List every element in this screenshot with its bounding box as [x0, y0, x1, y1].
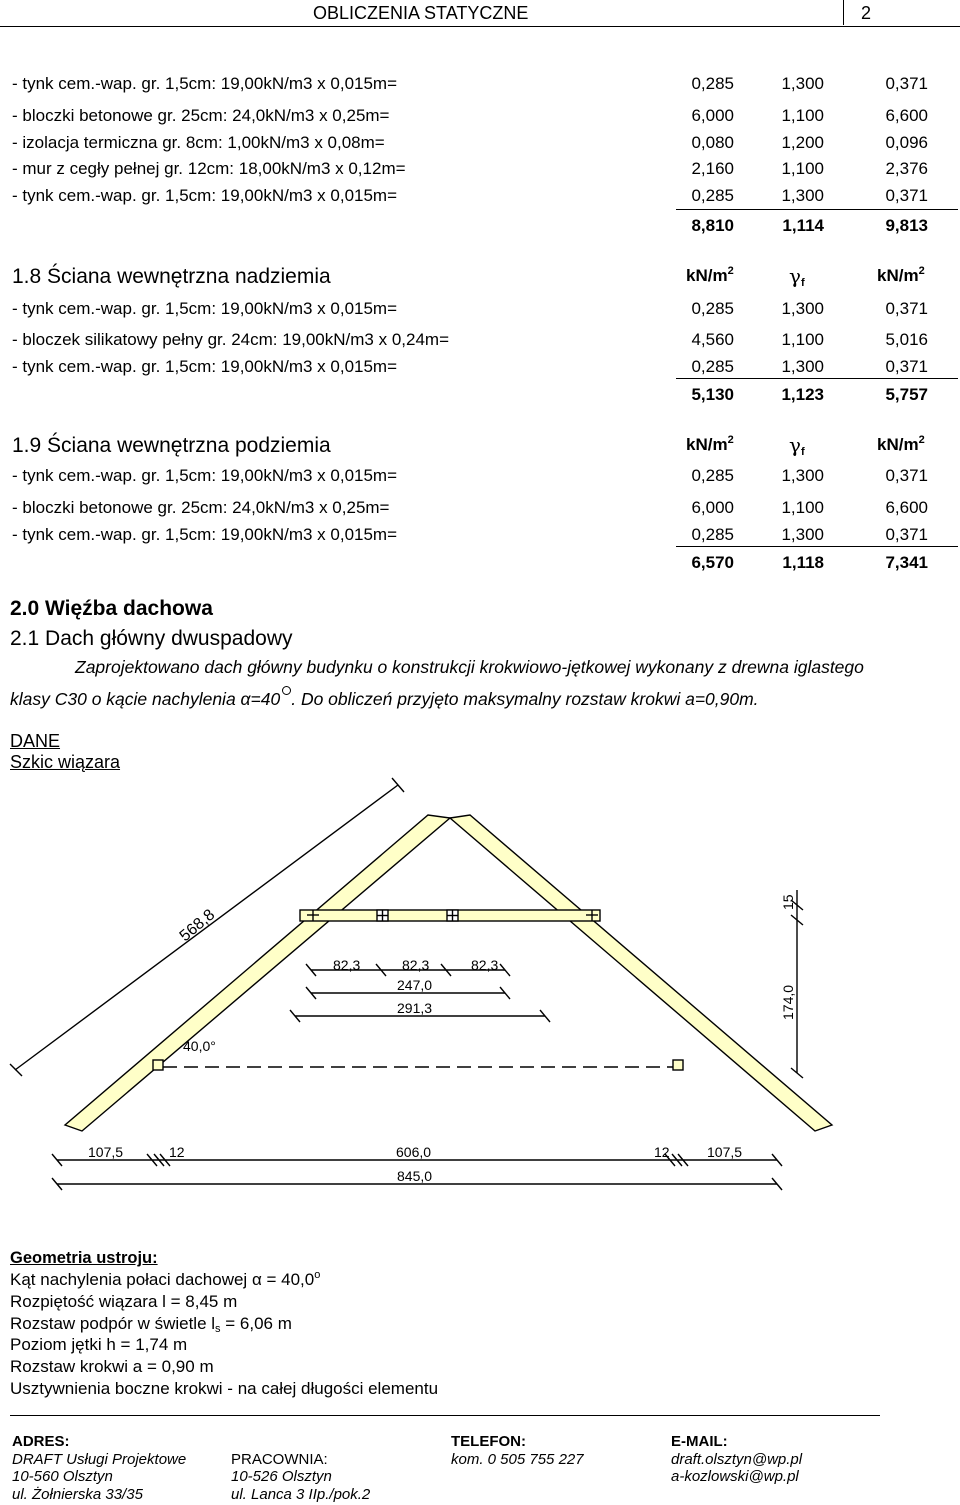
footer-studio-street: ul. Lanca 3 IIp./pok.2: [231, 1486, 371, 1503]
table-cell: 5,016: [885, 330, 928, 349]
description-paragraph-line: klasy C30 o kącie nachylenia α=40 . Do obliczeń przyjęto maksymalny rozstaw krokwi a=0,90m.: [10, 686, 759, 710]
dim-bottom-12-left: 12: [169, 1144, 185, 1160]
column-header-kn: $kN/m^2$: [686, 265, 734, 285]
dim-rafter-length: 568,8: [176, 906, 219, 946]
table-cell: 1,200: [781, 133, 824, 152]
geometry-line: Kąt nachylenia połaci dachowej $\alpha = 40,0^o$: [10, 1269, 321, 1289]
dim-angle: 40,0°: [183, 1038, 216, 1054]
column-header-gamma: $\gamma_f$: [789, 264, 805, 289]
column-header-kn: $kN/m^2$: [686, 434, 734, 454]
table-cell: 1,300: [781, 525, 824, 544]
table-cell: 0,080: [691, 133, 734, 152]
footer-label: TELEFON:: [451, 1433, 526, 1450]
table-row-label: - mur z cegły pełnej gr. 12cm: 18,00kN/m3 x 0,12m=: [12, 159, 406, 178]
table-cell: 0,285: [691, 186, 734, 205]
table-cell: 2,160: [691, 159, 734, 178]
table-cell: 2,376: [885, 159, 928, 178]
footer-phone[interactable]: kom. 0 505 755 227: [451, 1451, 584, 1468]
table-row-label: - tynk cem.-wap. gr. 1,5cm: 19,00kN/m3 x 0,015m=: [12, 299, 398, 318]
table-total-cell: 5,130: [691, 385, 734, 404]
dim-collar-291: 291,3: [397, 1000, 433, 1016]
table-total-cell: 1,118: [782, 553, 824, 572]
left-rafter: [65, 815, 450, 1131]
table-cell: 0,285: [691, 74, 734, 93]
geometry-line: Usztywnienia boczne krokwi - na całej długości elementu: [10, 1379, 439, 1398]
table-sum-rule: [676, 209, 958, 210]
description-paragraph-line: Zaprojektowano dach główny budynku o konstrukcji krokwiowo-jętkowej wykonany z drewna iglastego: [75, 657, 864, 677]
table-cell: 6,000: [691, 498, 734, 517]
footer-email[interactable]: a-kozlowski@wp.pl: [671, 1468, 799, 1485]
dim-174: 174,0: [780, 984, 796, 1020]
table-cell: 0,371: [885, 186, 928, 205]
table-cell: 1,300: [781, 74, 824, 93]
table-cell: 1,100: [781, 330, 824, 349]
table-total-cell: 7,341: [885, 553, 928, 572]
table-cell: 1,300: [781, 299, 824, 318]
table-total-cell: 1,123: [781, 385, 824, 404]
table-cell: 0,285: [691, 466, 734, 485]
footer-city: 10-560 Olsztyn: [12, 1468, 113, 1485]
geometry-heading: Geometria ustroju:: [10, 1249, 158, 1267]
table-cell: 0,371: [885, 74, 928, 93]
footer-street: ul. Żołnierska 33/35: [12, 1486, 143, 1503]
table-row-label: - tynk cem.-wap. gr. 1,5cm: 19,00kN/m3 x 0,015m=: [12, 466, 398, 485]
geometry-line: Poziom jętki h = 1,74 m: [10, 1335, 188, 1354]
footer-studio-city: 10-526 Olsztyn: [231, 1468, 332, 1485]
dim-collar-seg-a: 82,3: [333, 957, 361, 973]
table-total-cell: 9,813: [885, 216, 928, 235]
dim-bottom-1075-right: 107,5: [707, 1144, 743, 1160]
dim-collar-247: 247,0: [397, 977, 433, 993]
header-title: OBLICZENIA STATYCZNE: [313, 3, 529, 23]
table-cell: 6,000: [691, 106, 734, 125]
table-row-label: - tynk cem.-wap. gr. 1,5cm: 19,00kN/m3 x 0,015m=: [12, 525, 398, 544]
table-cell: 1,300: [781, 186, 824, 205]
table-row-label: - bloczki betonowe gr. 25cm: 24,0kN/m3 x 0,25m=: [12, 498, 390, 517]
column-header-gamma: $\gamma_f$: [789, 433, 805, 458]
section-title: 1.9 Ściana wewnętrzna podziemia: [12, 434, 331, 457]
dim-bottom-1075-left: 107,5: [88, 1144, 124, 1160]
table-row-label: - bloczki betonowe gr. 25cm: 24,0kN/m3 x 0,25m=: [12, 106, 390, 125]
footer-email[interactable]: draft.olsztyn@wp.pl: [671, 1451, 803, 1468]
footer-label: ADRES:: [12, 1433, 70, 1450]
geometry-line: Rozstaw podpór w świetle $l_s = 6,06$ m: [10, 1314, 292, 1335]
table-cell: 6,600: [885, 498, 928, 517]
dane-heading: DANE: [10, 731, 61, 751]
degree-circle-icon: [282, 686, 291, 695]
table-total-cell: 1,114: [782, 216, 824, 235]
sketch-heading: Szkic wiązara: [10, 752, 121, 772]
table-total-cell: 6,570: [691, 553, 734, 572]
dim-bottom-606: 606,0: [396, 1144, 432, 1160]
table-cell: 6,600: [885, 106, 928, 125]
footer-company: DRAFT Usługi Projektowe: [12, 1451, 187, 1468]
table-cell: 1,300: [781, 466, 824, 485]
dim-collar-seg-c: 82,3: [471, 957, 499, 973]
section-title: 1.8 Ściana wewnętrzna nadziemia: [12, 265, 331, 288]
table-cell: 0,371: [885, 299, 928, 318]
geometry-line: Rozstaw krokwi a = 0,90 m: [10, 1357, 214, 1376]
table-sum-rule: [676, 546, 958, 547]
table-sum-rule: [676, 378, 958, 379]
header-rule: [0, 26, 960, 27]
header-divider-vertical: [843, 0, 844, 25]
table-row-label: - tynk cem.-wap. gr. 1,5cm: 19,00kN/m3 x 0,015m=: [12, 186, 398, 205]
column-header-kn: $kN/m^2$: [877, 265, 925, 285]
geometry-line: Rozpiętość wiązara l = 8,45 m: [10, 1292, 238, 1311]
footer-label: PRACOWNIA:: [231, 1451, 328, 1468]
table-cell: 1,100: [781, 498, 824, 517]
dim-15: 15: [780, 894, 796, 910]
dim-collar-seg-b: 82,3: [402, 957, 430, 973]
footer-rule: [10, 1415, 880, 1416]
table-cell: 0,285: [691, 357, 734, 376]
table-cell: 1,100: [781, 159, 824, 178]
table-cell: 1,300: [781, 357, 824, 376]
truss-sketch: [0, 770, 960, 1270]
table-row-label: - tynk cem.-wap. gr. 1,5cm: 19,00kN/m3 x 0,015m=: [12, 74, 398, 93]
table-row-label: - tynk cem.-wap. gr. 1,5cm: 19,00kN/m3 x 0,015m=: [12, 357, 398, 376]
table-cell: 0,371: [885, 525, 928, 544]
section-title: 2.1 Dach główny dwuspadowy: [10, 627, 293, 650]
table-cell: 4,560: [691, 330, 734, 349]
table-cell: 0,371: [885, 466, 928, 485]
column-header-kn: $kN/m^2$: [877, 434, 925, 454]
table-row-label: - bloczek silikatowy pełny gr. 24cm: 19,00kN/m3 x 0,24m=: [12, 330, 449, 349]
table-cell: 0,096: [885, 133, 928, 152]
section-title: 2.0 Więźba dachowa: [10, 597, 213, 620]
table-cell: 0,285: [691, 299, 734, 318]
dim-bottom-845: 845,0: [397, 1168, 433, 1184]
table-cell: 0,285: [691, 525, 734, 544]
dim-bottom-12-right: 12: [654, 1144, 670, 1160]
table-total-cell: 5,757: [885, 385, 928, 404]
table-total-cell: 8,810: [691, 216, 734, 235]
header-page-number: 2: [861, 3, 872, 23]
table-row-label: - izolacja termiczna gr. 8cm: 1,00kN/m3 x 0,08m=: [12, 133, 385, 152]
table-cell: 1,100: [781, 106, 824, 125]
alpha-symbol: α=40: [240, 689, 281, 709]
table-cell: 0,371: [885, 357, 928, 376]
alpha-symbol: α: [251, 1270, 262, 1289]
footer-label: E-MAIL:: [671, 1433, 728, 1450]
